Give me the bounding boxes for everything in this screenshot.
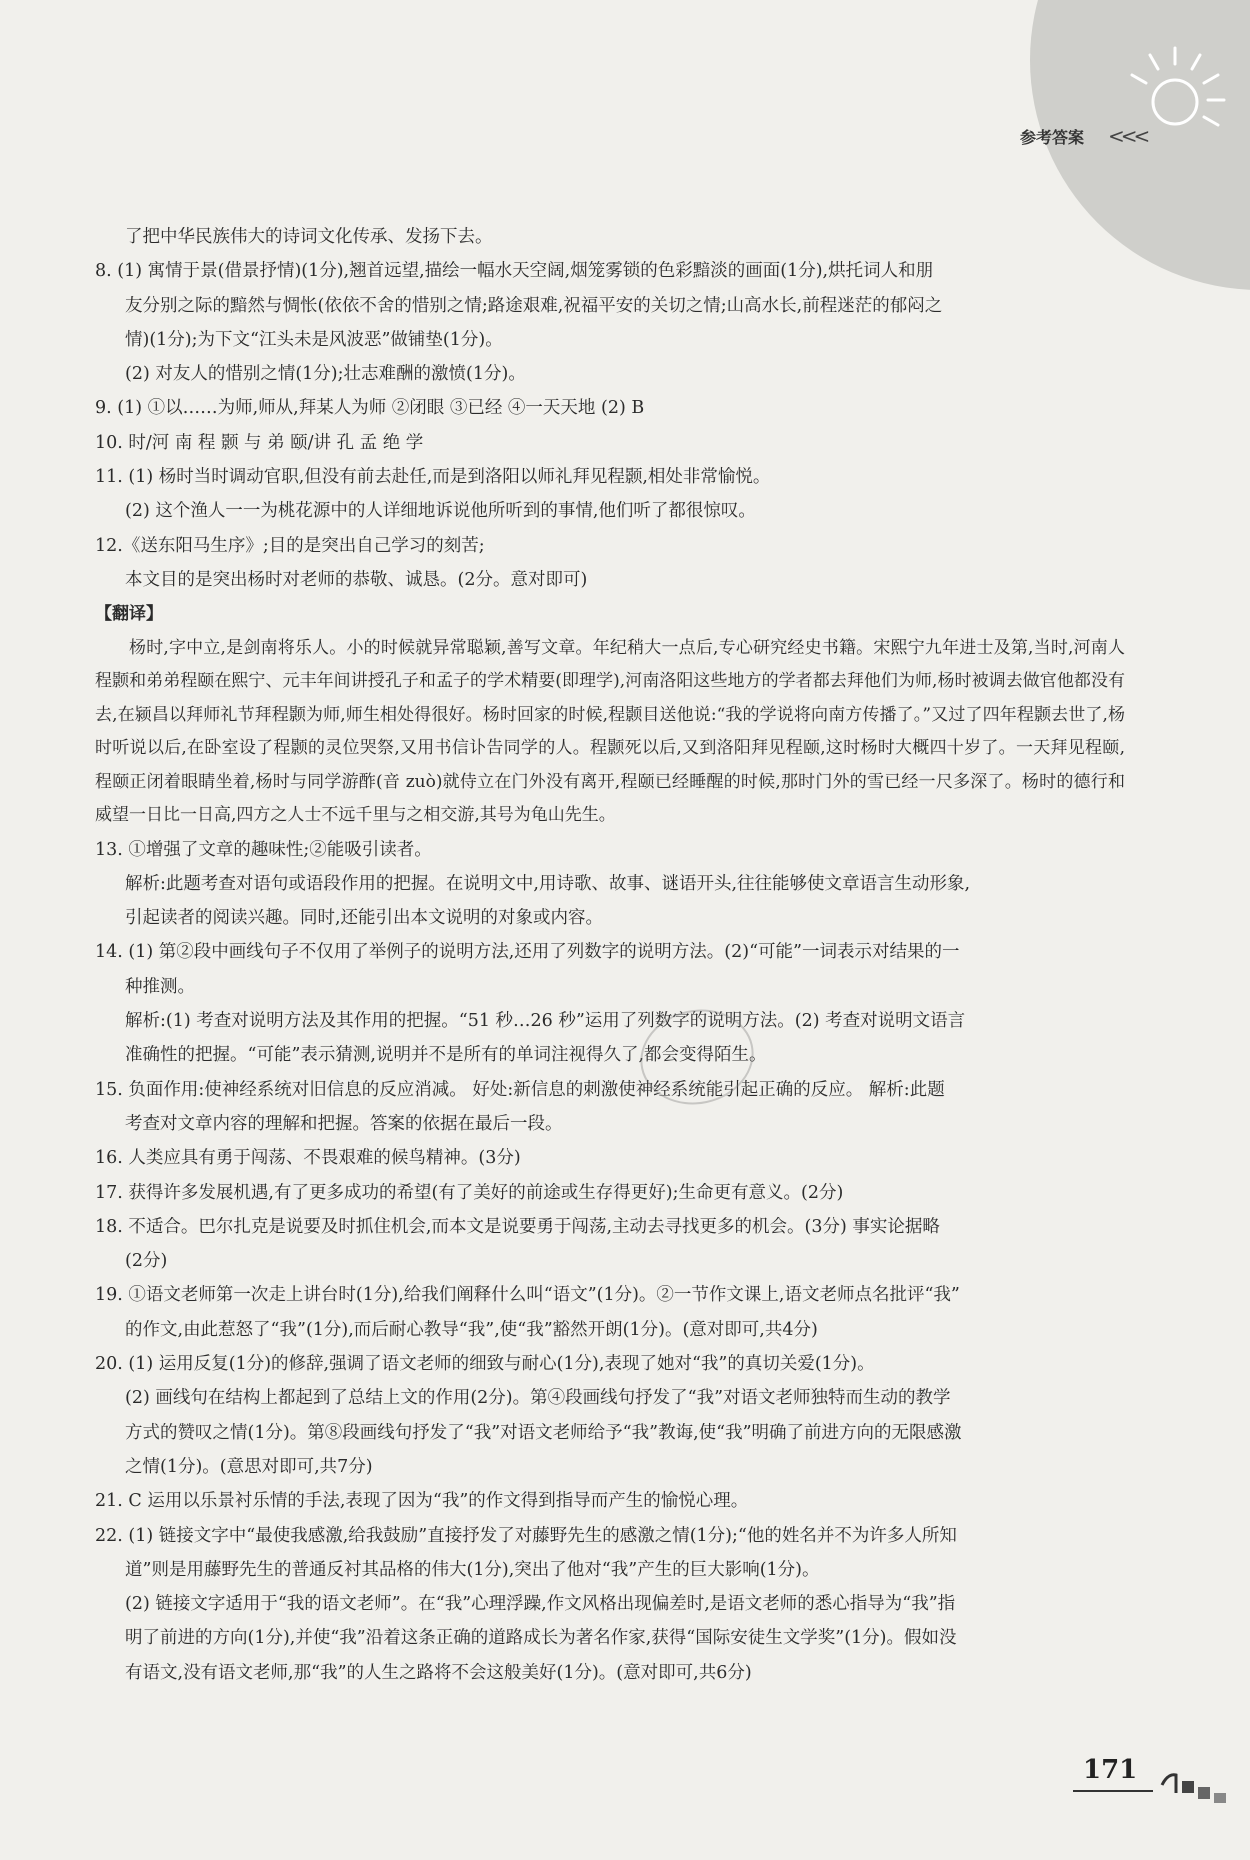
answer-line: 明了前进的方向(1分),并使“我”沿着这条正确的道路成长为著名作家,获得“国际安徒生文学奖”(1分)。假如没 bbox=[125, 1628, 957, 1649]
answer-line: 考查对文章内容的理解和把握。答案的依据在最后一段。 bbox=[125, 1113, 563, 1134]
answer-line: 了把中华民族伟大的诗词文化传承、发扬下去。 bbox=[125, 227, 493, 247]
answer-line: 17. 获得许多发展机遇,有了更多成功的希望(有了美好的前途或生存得更好);生命更有意义。(2分) bbox=[95, 1182, 844, 1203]
answer-line: 方式的赞叹之情(1分)。第⑧段画线句抒发了“我”对语文老师给予“我”教诲,使“我”明确了前进方向的无限感激 bbox=[125, 1422, 962, 1443]
answer-line: 种推测。 bbox=[125, 976, 195, 997]
answer-line: 解析:(1) 考查对说明方法及其作用的把握。“51 秒…26 秒”运用了列数字的说明方法。(2) 考查对说明文语言 bbox=[125, 1011, 966, 1032]
answer-block-1 bbox=[95, 220, 1125, 632]
steps-decoration-icon bbox=[1160, 1765, 1230, 1805]
answer-line: (2) 这个渔人一一为桃花源中的人详细地诉说他所听到的事情,他们听了都很惊叹。 bbox=[125, 501, 756, 522]
answer-line: 【翻译】 bbox=[95, 604, 163, 625]
answer-line: 的作文,由此惹怒了“我”(1分),而后耐心教导“我”,使“我”豁然开朗(1分)。(意对即可,共4分) bbox=[125, 1319, 818, 1340]
answer-line: 20. (1) 运用反复(1分)的修辞,强调了语文老师的细致与耐心(1分),表现了她对“我”的真切关爱(1分)。 bbox=[95, 1354, 875, 1375]
page-number: 171 bbox=[1083, 1755, 1138, 1785]
answer-line: 8. (1) 寓情于景(借景抒情)(1分),翘首远望,描绘一幅水天空阔,烟笼雾锁的色彩黯淡的画面(1分),烘托词人和朋 bbox=[95, 261, 934, 282]
answer-line: 12.《送东阳马生序》;目的是突出自己学习的刻苦; bbox=[95, 535, 485, 556]
answer-line: 19. ①语文老师第一次走上讲台时(1分),给我们阐释什么叫“语文”(1分)。②一节作文课上,语文老师点名批评“我” bbox=[95, 1285, 960, 1306]
answer-line: (2分) bbox=[125, 1251, 168, 1272]
answer-line: 有语文,没有语文老师,那“我”的人生之路将不会这般美好(1分)。(意对即可,共6分) bbox=[125, 1662, 752, 1683]
page-number-underline bbox=[1073, 1790, 1153, 1792]
answer-line: 本文目的是突出杨时对老师的恭敬、诚恳。(2分。意对即可) bbox=[125, 569, 588, 590]
answer-line: 22. (1) 链接文字中“最使我感激,给我鼓励”直接抒发了对藤野先生的感激之情(1分);“他的姓名并不为许多人所知 bbox=[95, 1525, 957, 1546]
answer-line: 21. C 运用以乐景衬乐情的手法,表现了因为“我”的作文得到指导而产生的愉悦心理。 bbox=[95, 1491, 749, 1512]
answer-line: 准确性的把握。“可能”表示猜测,说明并不是所有的单词注视得久了,都会变得陌生。 bbox=[125, 1045, 767, 1066]
answer-line: 友分别之际的黯然与惆怅(依依不舍的惜别之情;路途艰难,祝福平安的关切之情;山高水长,前程迷茫的郁闷之 bbox=[125, 295, 943, 316]
answer-line: 16. 人类应具有勇于闯荡、不畏艰难的候鸟精神。(3分) bbox=[95, 1148, 521, 1169]
answer-block-2 bbox=[95, 833, 1125, 1690]
chevron-left-icon: <<< bbox=[1108, 124, 1147, 148]
answer-line: 之情(1分)。(意思对即可,共7分) bbox=[125, 1456, 373, 1477]
answer-line: 解析:此题考查对语句或语段作用的把握。在说明文中,用诗歌、故事、谜语开头,往往能够使文章语言生动形象, bbox=[125, 873, 971, 894]
answer-content bbox=[95, 220, 1125, 1690]
answer-line: 9. (1) ①以……为师,师从,拜某人为师 ②闭眼 ③已经 ④一天天地 (2) B bbox=[95, 398, 645, 419]
answer-line: 13. ①增强了文章的趣味性;②能吸引读者。 bbox=[95, 839, 432, 860]
translation-paragraph: 杨时,字中立,是剑南将乐人。小的时候就异常聪颖,善写文章。年纪稍大一点后,专心研究经史书籍。宋熙宁九年进士及第,当时,河南人程颢和弟弟程颐在熙宁、元丰年间讲授孔子和孟子的学术精要(即理学),河南洛阳这些地方的学者都去拜他们为师,杨时被调去做官他都没有去,在颍昌以拜师礼节拜程颢为师,师生相处得很好。杨时回家的时候,程颢目送他说:“我的学说将向南方传播了。”又过了四年程颢去世了,杨时听说以后,在卧室设了程颢的灵位哭祭,又用书信讣告同学的人。程颢死以后,又到洛阳拜见程颐,这时杨时大概四十岁了。一天拜见程颐,程颐正闭着眼睛坐着,杨时与同学游酢(音 zuò)就侍立在门外没有离开,程颐已经睡醒的时候,那时门外的雪已经一尺多深了。杨时的德行和威望一日比一日高,四方之人士不远千里与之相交游,其号为龟山先生。 bbox=[95, 637, 1125, 826]
answer-line: 18. 不适合。巴尔扎克是说要及时抓住机会,而本文是说要勇于闯荡,主动去寻找更多的机会。(3分) 事实论据略 bbox=[95, 1216, 940, 1237]
header-label: 参考答案 bbox=[1020, 128, 1085, 147]
answer-line: 11. (1) 杨时当时调动官职,但没有前去赴任,而是到洛阳以师礼拜见程颢,相处非常愉悦。 bbox=[95, 467, 771, 488]
answer-line: 14. (1) 第②段中画线句子不仅用了举例子的说明方法,还用了列数字的说明方法。(2)“可能”一词表示对结果的一 bbox=[95, 942, 960, 963]
answer-line: (2) 链接文字适用于“我的语文老师”。在“我”心理浮躁,作文风格出现偏差时,是语文老师的悉心指导为“我”指 bbox=[125, 1594, 956, 1615]
answer-line: 引起读者的阅读兴趣。同时,还能引出本文说明的对象或内容。 bbox=[125, 908, 604, 929]
answer-line: (2) 对友人的惜别之情(1分);壮志难酬的激愤(1分)。 bbox=[125, 364, 526, 385]
answer-line: 15. 负面作用:使神经系统对旧信息的反应消减。 好处:新信息的刺激使神经系统能引起正确的反应。 解析:此题 bbox=[95, 1079, 945, 1100]
answer-line: (2) 画线句在结构上都起到了总结上文的作用(2分)。第④段画线句抒发了“我”对语文老师独特而生动的教学 bbox=[125, 1388, 951, 1409]
answer-line: 道”则是用藤野先生的普通反衬其品格的伟大(1分),突出了他对“我”产生的巨大影响(1分)。 bbox=[125, 1559, 820, 1580]
answer-line: 10. 时/河 南 程 颢 与 弟 颐/讲 孔 孟 绝 学 bbox=[95, 432, 424, 453]
answer-line: 情)(1分);为下文“江头未是风波恶”做铺垫(1分)。 bbox=[125, 329, 503, 350]
